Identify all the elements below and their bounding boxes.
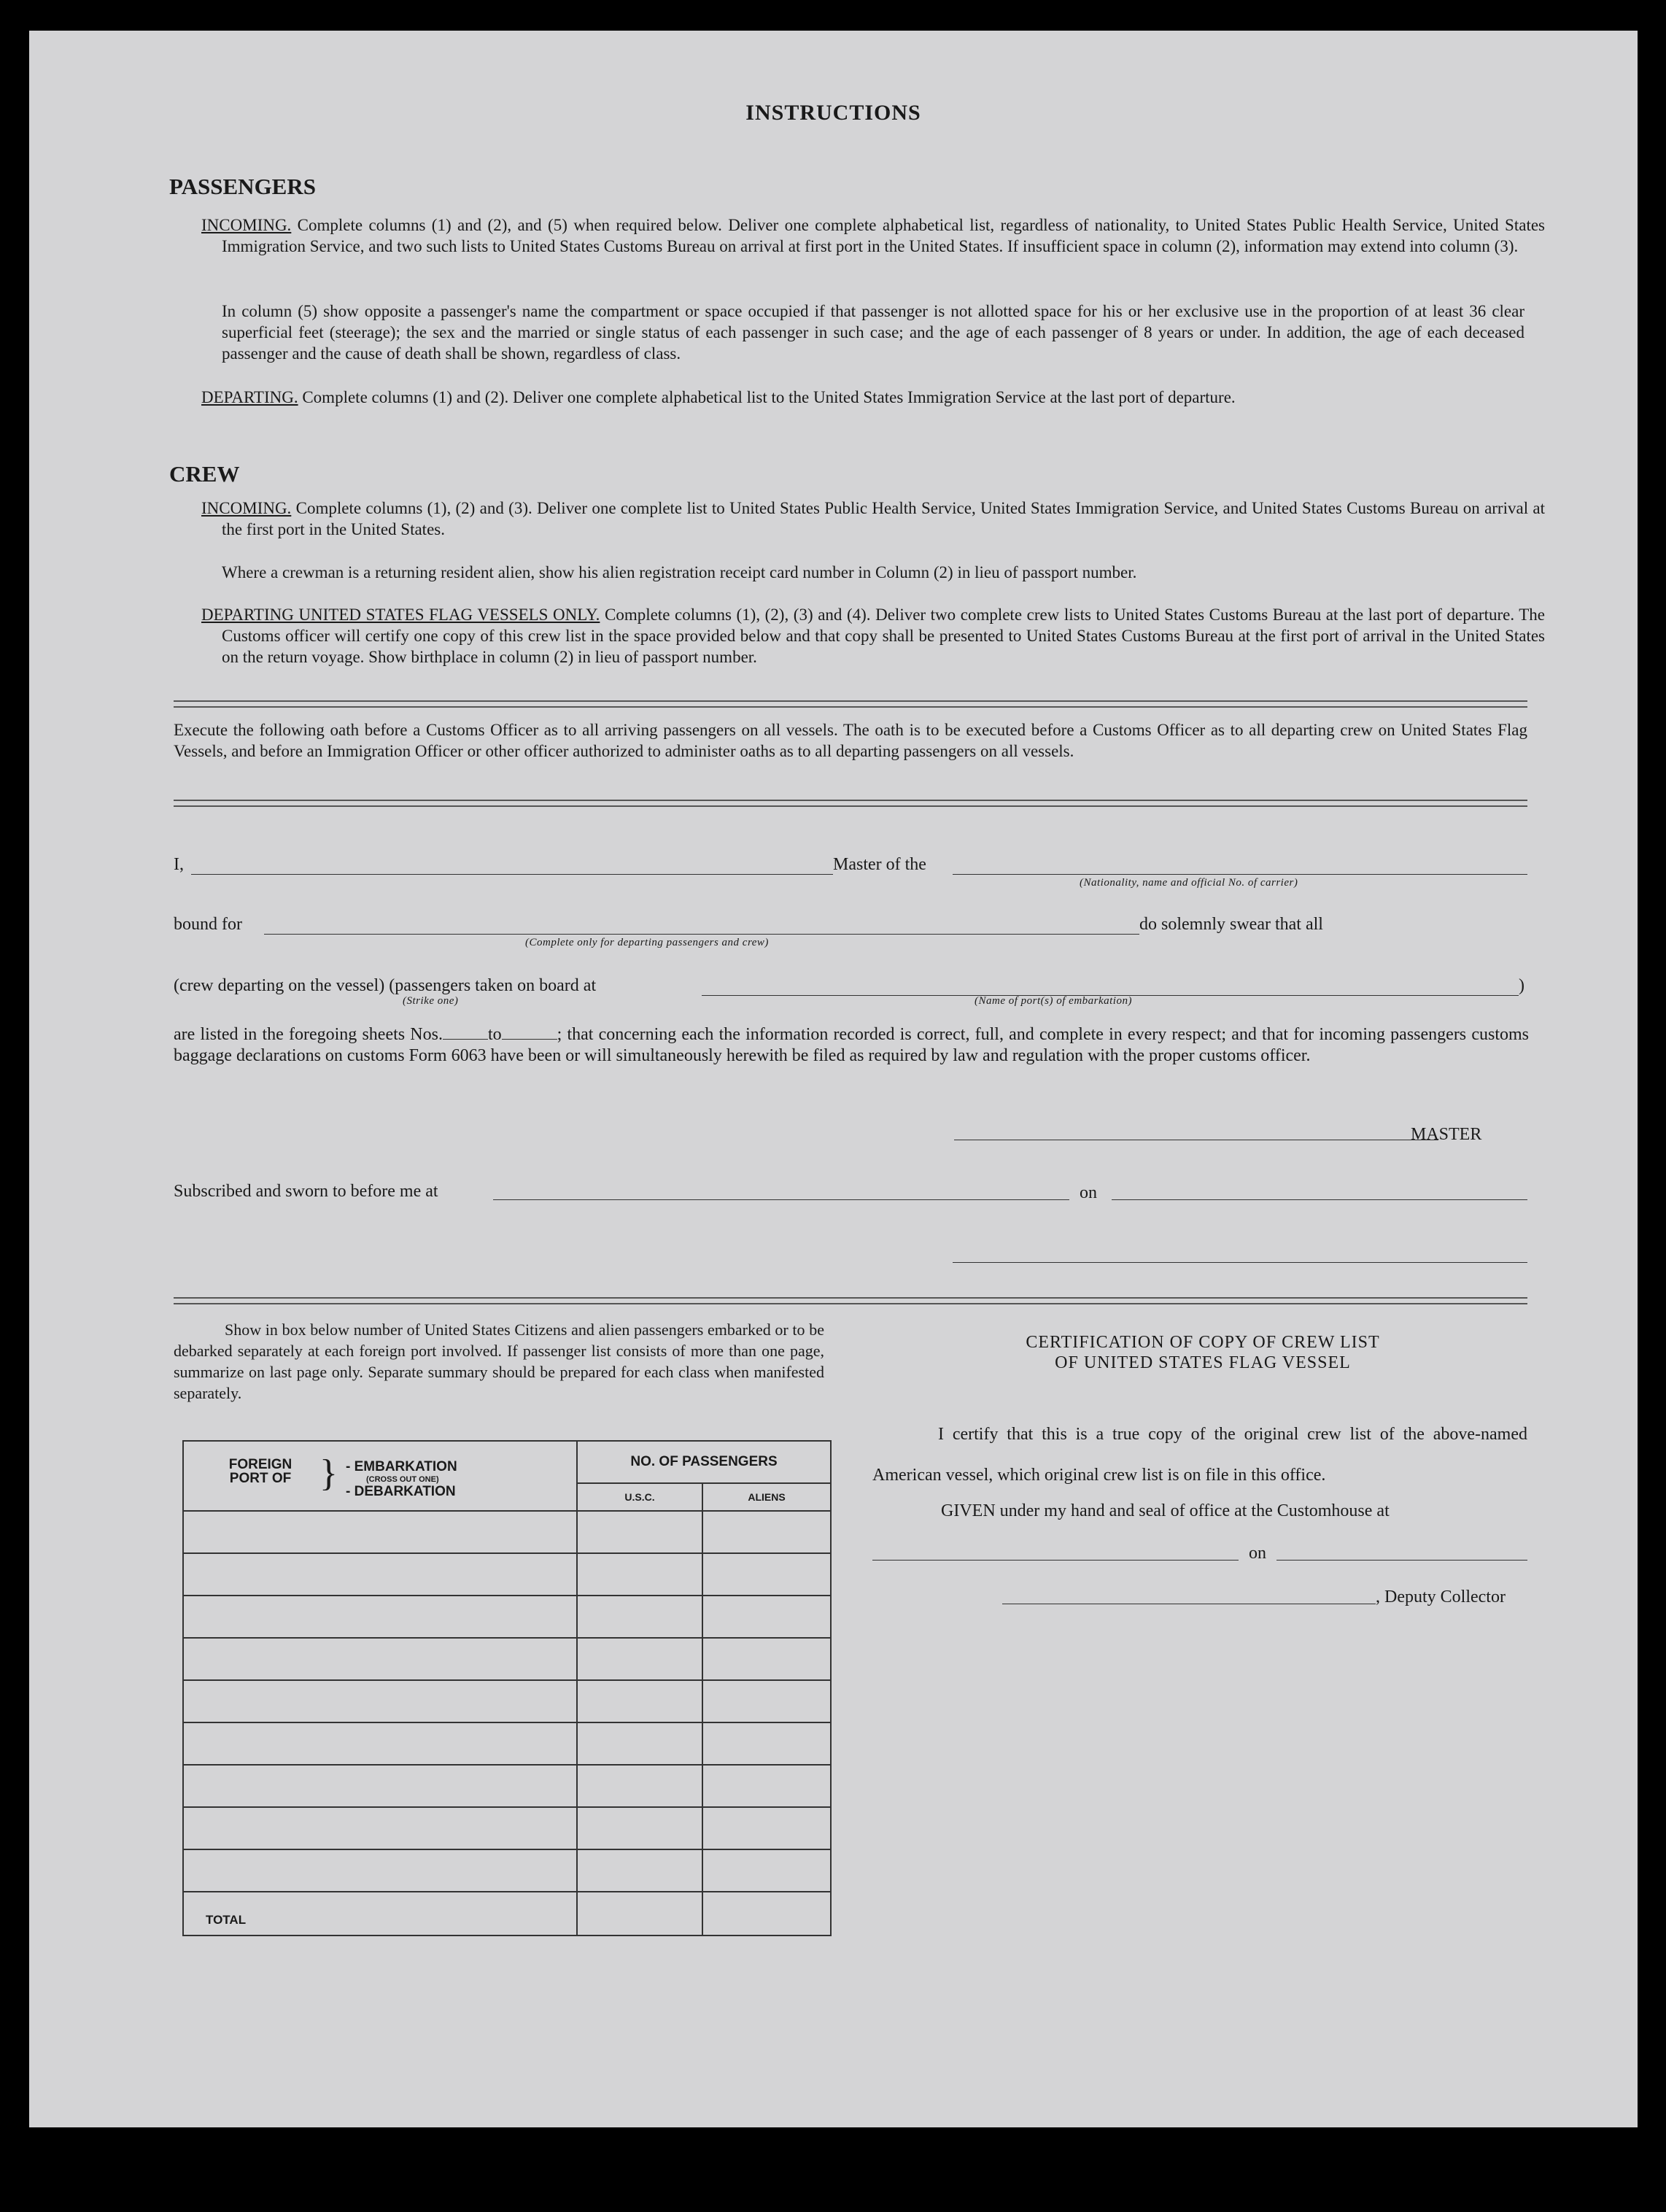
passengers-incoming-paragraph [201, 214, 1545, 257]
certification-given-text: GIVEN under my hand and seal of office at the Customhouse at [941, 1501, 1390, 1520]
bound-for-field[interactable] [264, 934, 1139, 935]
double-rule [174, 700, 1527, 708]
port-cell[interactable] [183, 1511, 577, 1553]
usc-cell[interactable] [577, 1638, 702, 1680]
carrier-field[interactable] [953, 874, 1527, 875]
certification-heading-line2: OF UNITED STATES FLAG VESSEL [1055, 1353, 1351, 1372]
sworn-place-field[interactable] [493, 1199, 1069, 1200]
aliens-cell[interactable] [702, 1765, 831, 1807]
sheets-paragraph [174, 1024, 1529, 1067]
crew-heading: CREW [169, 461, 240, 487]
table-row [183, 1807, 831, 1849]
passengers-departing-paragraph [201, 387, 1545, 408]
usc-cell[interactable] [577, 1765, 702, 1807]
table-row [183, 1638, 831, 1680]
port-cell[interactable] [183, 1638, 577, 1680]
to-label: to [487, 1025, 502, 1044]
summary-instructions: Show in box below number of United States Citizens and alien passengers embarked or to be debarked separately at each foreign port involved. If passenger list consists of more than one page, summarize on last page only. Separate summary should be prepared for each class when manifested separately. [174, 1320, 824, 1402]
sheets-suffix: ; that concerning each the information recorded is correct, full, and complete in every respect; and that for incoming passengers customs baggage declarations on customs Form 6063 have been or will simultaneously herewith be filed as required by law and regulation with the proper customs officer. [174, 1025, 1529, 1065]
passenger-summary-table [182, 1440, 832, 1936]
subscribed-label: Subscribed and sworn to before me at [174, 1182, 438, 1201]
master-name-field[interactable] [191, 874, 833, 875]
certification-date-field[interactable] [1276, 1560, 1527, 1561]
aliens-total-cell[interactable] [702, 1892, 831, 1936]
crew-departing-label: DEPARTING UNITED STATES FLAG VESSELS ONLY. [201, 606, 600, 624]
aliens-header: ALIENS [702, 1483, 831, 1511]
crew-departing-paragraph [201, 604, 1545, 668]
carrier-caption: (Nationality, name and official No. of carrier) [1080, 877, 1298, 889]
table-row [183, 1596, 831, 1638]
aliens-cell[interactable] [702, 1511, 831, 1553]
table-row [183, 1511, 831, 1553]
aliens-cell[interactable] [702, 1553, 831, 1596]
aliens-cell[interactable] [702, 1596, 831, 1638]
usc-cell[interactable] [577, 1596, 702, 1638]
passengers-incoming-text: Complete columns (1) and (2), and (5) when required below. Deliver one complete alphabetical list, regardless of nationality, to United States Public Health Service, United States Immigration Service, and two such lists to United States Customs Bureau on arrival at first port in the United States. If insufficient space in column (2), information may extend into column (3). [222, 216, 1545, 255]
customhouse-field[interactable] [872, 1560, 1239, 1561]
passengers-incoming-label: INCOMING. [201, 216, 292, 234]
close-paren: ) [1519, 976, 1524, 995]
bound-for-label: bound for [174, 915, 242, 934]
usc-cell[interactable] [577, 1680, 702, 1722]
table-row [183, 1765, 831, 1807]
certification-heading-line1: CERTIFICATION OF COPY OF CREW LIST [1026, 1333, 1380, 1352]
aliens-cell[interactable] [702, 1807, 831, 1849]
usc-total-cell[interactable] [577, 1892, 702, 1936]
usc-cell[interactable] [577, 1807, 702, 1849]
officer-signature-field[interactable] [953, 1262, 1527, 1263]
deputy-collector-label: , Deputy Collector [1376, 1588, 1506, 1606]
crew-resident-paragraph: Where a crewman is a returning resident alien, show his alien registration receipt card number in Column (2) in lieu of passport number. [222, 563, 1137, 581]
port-cell[interactable] [183, 1680, 577, 1722]
port-cell[interactable] [183, 1849, 577, 1892]
foreign-port-of-label: FOREIGN PORT OF [228, 1457, 292, 1486]
certification-heading [878, 1332, 1527, 1373]
port-cell[interactable] [183, 1807, 577, 1849]
crew-departing-text: Complete columns (1), (2), (3) and (4). Deliver two complete crew lists to United States Customs Bureau at the last port of departure. The Customs officer will certify one copy of this crew list in the space provided below and that copy shall be presented to United States Customs Bureau at the first port of arrival in the United States on the return voyage. Show birthplace in column (2) in lieu of passport number. [222, 606, 1546, 666]
master-of-label: Master of the [833, 855, 926, 874]
total-row [183, 1892, 831, 1936]
bound-caption: (Complete only for departing passengers and crew) [525, 937, 769, 948]
sheet-to-field[interactable] [502, 1026, 557, 1040]
sheet-from-field[interactable] [443, 1026, 488, 1040]
oath-intro-paragraph: Execute the following oath before a Customs Officer as to all arriving passengers on all vessels. The oath is to be executed before a Customs Officer as to all departing crew on United States Flag Vessels, and before an Immigration Officer or other officer authorized to administer oaths as to all departing passengers on all vessels. [174, 721, 1527, 760]
sheets-prefix: are listed in the foregoing sheets Nos. [174, 1025, 443, 1044]
table-row [183, 1553, 831, 1596]
table-row [183, 1722, 831, 1765]
oath-i-label: I, [174, 855, 184, 874]
port-cell[interactable] [183, 1722, 577, 1765]
usc-header: U.S.C. [577, 1483, 702, 1511]
debarkation-label: - DEBARKATION [346, 1484, 456, 1499]
brace-icon: } [319, 1453, 338, 1494]
passengers-departing-text: Complete columns (1) and (2). Deliver one complete alphabetical list to the United States Immigration Service at the last port of departure. [298, 388, 1236, 406]
total-label: TOTAL [183, 1892, 577, 1936]
sworn-date-field[interactable] [1112, 1199, 1527, 1200]
port-cell[interactable] [183, 1553, 577, 1596]
passengers-column5-paragraph: In column (5) show opposite a passenger's name the compartment or space occupied if that passenger is not allotted space for his or her exclusive use in the proportion of at least 36 clear superficial feet (steerage); the sex and the married or single status of each passenger in such case; and the age of each passenger of 8 years or under. In addition, the age of each deceased passenger and the cause of death shall be shown, regardless of class. [222, 302, 1524, 363]
crew-incoming-text: Complete columns (1), (2) and (3). Deliver one complete list to United States Public Health Service, United States Immigration Service, and United States Customs Bureau on arrival at the first port in the United States. [222, 499, 1545, 538]
aliens-cell[interactable] [702, 1849, 831, 1892]
aliens-cell[interactable] [702, 1722, 831, 1765]
strike-caption: (Strike one) [403, 995, 459, 1007]
usc-cell[interactable] [577, 1722, 702, 1765]
crew-incoming-paragraph [201, 498, 1545, 540]
passengers-heading: PASSENGERS [169, 174, 316, 199]
swear-label: do solemnly swear that all [1139, 915, 1323, 934]
master-label: MASTER [1411, 1125, 1482, 1144]
port-cell[interactable] [183, 1765, 577, 1807]
table-row [183, 1680, 831, 1722]
usc-cell[interactable] [577, 1553, 702, 1596]
port-caption: (Name of port(s) of embarkation) [975, 995, 1132, 1007]
document-page [29, 31, 1638, 2127]
crew-passengers-label: (crew departing on the vessel) (passengers taken on board at [174, 976, 597, 995]
double-rule [174, 1297, 1527, 1304]
sworn-on-label: on [1080, 1183, 1097, 1202]
double-rule [174, 800, 1527, 807]
aliens-cell[interactable] [702, 1638, 831, 1680]
aliens-cell[interactable] [702, 1680, 831, 1722]
page-title: INSTRUCTIONS [745, 101, 921, 125]
certification-certify-text: I certify that this is a true copy of the original crew list of the above-named American vessel, which original crew list is on file in this office. [872, 1425, 1527, 1485]
cross-out-label: (CROSS OUT ONE) [366, 1475, 439, 1484]
foreign-port-header [183, 1441, 577, 1511]
no-of-passengers-header: NO. OF PASSENGERS [577, 1441, 831, 1483]
port-cell[interactable] [183, 1596, 577, 1638]
embarkation-label: - EMBARKATION [346, 1459, 457, 1474]
crew-incoming-label: INCOMING. [201, 499, 292, 517]
certification-on-label: on [1249, 1544, 1266, 1563]
passengers-departing-label: DEPARTING. [201, 388, 298, 406]
usc-cell[interactable] [577, 1849, 702, 1892]
table-row [183, 1849, 831, 1892]
usc-cell[interactable] [577, 1511, 702, 1553]
